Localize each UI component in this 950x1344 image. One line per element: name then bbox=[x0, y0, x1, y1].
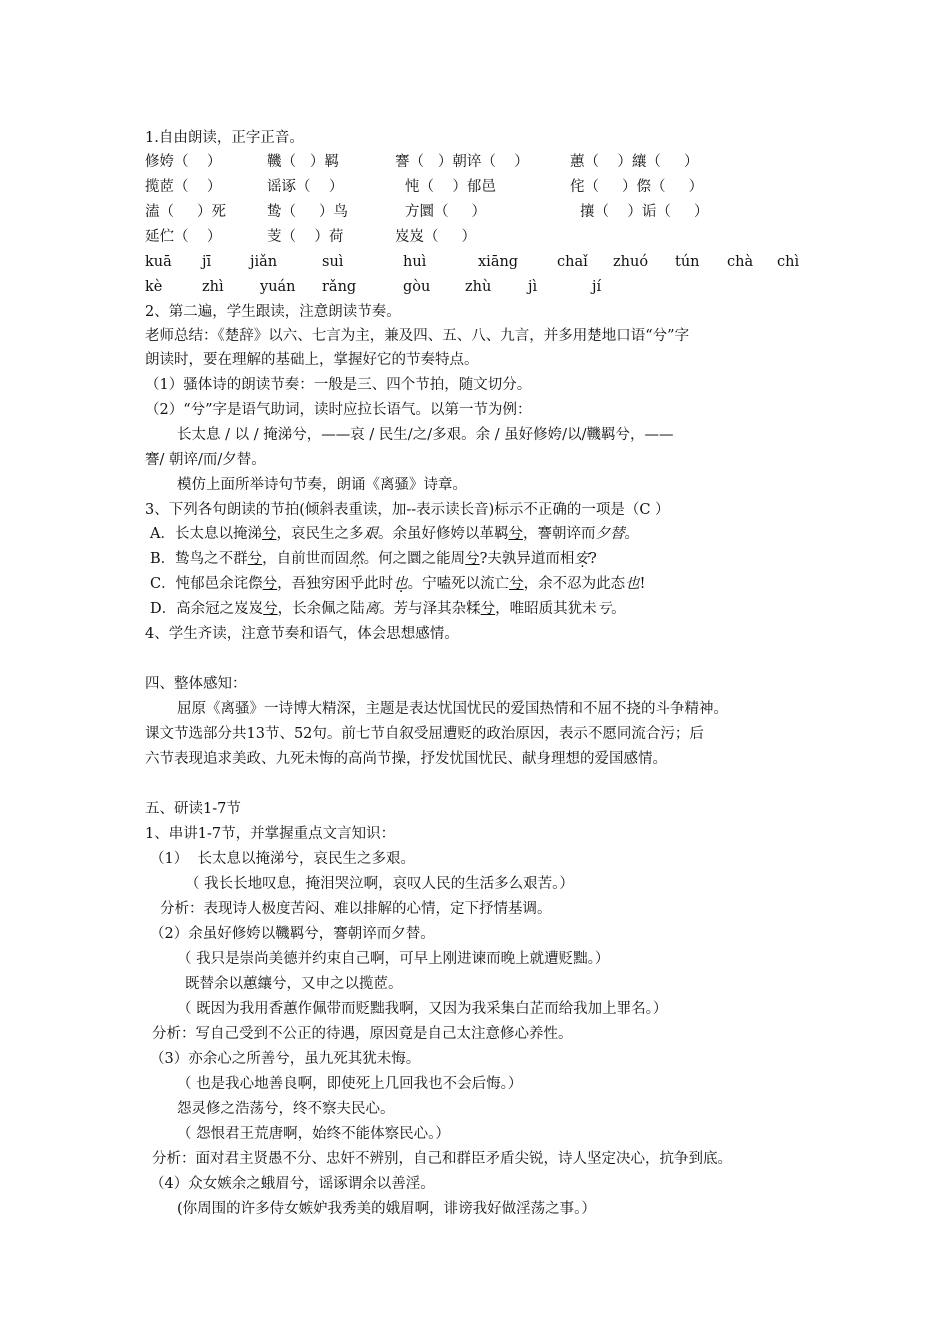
pinyin: jì bbox=[528, 279, 538, 295]
option-d bbox=[150, 599, 626, 621]
option-text: ! bbox=[639, 576, 646, 592]
option-text: ?夫孰异道而相 bbox=[479, 551, 575, 567]
pinyin: chì bbox=[777, 254, 800, 270]
option-c bbox=[150, 574, 645, 596]
option-text: ，謇朝谇而 bbox=[522, 526, 596, 542]
verse-3b-translation: （ 怨恨君王荒唐啊，始终不能体察民心。） bbox=[177, 1126, 450, 1142]
pinyin: jiǎn bbox=[250, 254, 278, 270]
long-sound-mark: 兮 bbox=[261, 526, 277, 542]
char-item: 岌岌（ ） bbox=[395, 229, 477, 245]
section4-heading: 四、整体感知： bbox=[145, 676, 247, 692]
pinyin: kuā bbox=[145, 254, 172, 270]
pinyin: tún bbox=[675, 254, 700, 270]
pinyin: suì bbox=[322, 254, 344, 270]
step4-title: 4、学生齐读，注意节奏和语气，体会思想感情。 bbox=[145, 626, 459, 642]
verse-4: （4）众女嫉余之蛾眉兮，谣诼谓余以善淫。 bbox=[150, 1176, 435, 1192]
char-row-2 bbox=[145, 177, 795, 199]
stress-mark: 然 bbox=[349, 551, 364, 567]
char-item: 修姱（ ） bbox=[145, 154, 222, 170]
char-item: 鞿（ ）羁 bbox=[267, 154, 339, 170]
option-text: 。何之圜之能周 bbox=[363, 551, 466, 567]
long-sound-mark: 兮 bbox=[262, 576, 278, 592]
stress-mark: 艰 bbox=[363, 526, 378, 542]
pinyin-row-2 bbox=[145, 277, 815, 299]
stress-mark: 离 bbox=[364, 601, 380, 617]
option-text: ，自前世而固 bbox=[262, 551, 350, 567]
section5-heading: 五、研读1-7节 bbox=[145, 801, 241, 817]
char-item: 忳（ ）郁邑 bbox=[405, 179, 496, 195]
option-b bbox=[150, 549, 597, 571]
pinyin: rǎng bbox=[322, 279, 357, 295]
pinyin: zhì bbox=[202, 279, 224, 295]
option-text: ，哀民生之多 bbox=[276, 526, 364, 542]
pinyin: jí bbox=[592, 279, 602, 295]
pinyin: xiāng bbox=[478, 254, 519, 270]
imitate-instruction: 模仿上面所举诗句节奏，朗诵《离骚》诗章。 bbox=[177, 477, 467, 493]
option-text: ，余不忍为此态 bbox=[523, 576, 626, 592]
pinyin: gòu bbox=[403, 279, 431, 295]
option-text: D．高余冠之岌岌 bbox=[150, 601, 264, 617]
char-item: 方圜（ ） bbox=[405, 204, 487, 220]
long-sound-mark: 兮 bbox=[465, 551, 480, 567]
stress-mark: 亏 bbox=[596, 601, 612, 617]
char-item: 谣诼（ ） bbox=[267, 179, 344, 195]
section4-line-2: 课文节选部分共13节、52句。前七节自叙受屈遭贬的政治原因，表示不愿同流合污；后 bbox=[145, 726, 704, 742]
option-text: 。 bbox=[624, 526, 639, 542]
char-item: 侘（ ）傺（ ） bbox=[570, 179, 704, 195]
verse-3-translation: （ 也是我心地善良啊，即使死上几回我也不会后悔。） bbox=[177, 1076, 523, 1092]
option-text: 。 bbox=[611, 601, 626, 617]
pinyin: zhù bbox=[465, 279, 492, 295]
pinyin: huì bbox=[403, 254, 427, 270]
option-text: A．长太息以掩涕 bbox=[150, 526, 262, 542]
option-text: ，唯昭质其犹未 bbox=[495, 601, 597, 617]
char-row-3 bbox=[145, 202, 795, 224]
pinyin: jī bbox=[202, 254, 212, 270]
verse-2b: 既替余以蕙纕兮，又申之以揽茝。 bbox=[185, 976, 403, 992]
step2-title: 2、第二遍，学生跟读，注意朗读节奏。 bbox=[145, 304, 401, 320]
option-a bbox=[150, 524, 639, 546]
stress-mark: 也 bbox=[393, 576, 408, 592]
section4-line-1: 屈原《离骚》一诗博大精深，主题是表达忧国忧民的爱国热情和不屈不挠的斗争精神。 bbox=[177, 701, 728, 717]
rhythm-example-1: 长太息 / 以 / 掩涕兮，——哀 / 民生/之/多艰。余 / 虽好修姱/以/鞿羁兮，—— bbox=[177, 427, 674, 443]
long-sound-mark: 兮 bbox=[247, 551, 263, 567]
pinyin: kè bbox=[145, 279, 163, 295]
option-text: 。宁嗑死以流亡 bbox=[407, 576, 510, 592]
char-item: 溘（ ）死 bbox=[145, 204, 227, 220]
option-text: ? bbox=[588, 551, 597, 567]
long-sound-mark: 兮 bbox=[508, 526, 523, 542]
rhythm-example-2: 謇/ 朝谇/而/夕替。 bbox=[145, 452, 266, 468]
verse-2-translation: （ 我只是崇尚美德并约束自己啊，可早上刚进谏而晚上就遭贬黜。） bbox=[177, 951, 610, 967]
option-text: 。余虽好修姱以革羁 bbox=[377, 526, 509, 542]
rhythm-point-2: （2）“兮”字是语气助词，读时应拉长语气。以第一节为例： bbox=[145, 402, 532, 418]
char-item: 攘（ ）诟（ ） bbox=[580, 204, 709, 220]
step1-title: 1.自由朗读，正字正音。 bbox=[145, 130, 304, 146]
verse-1-translation: （ 我长长地叹息，掩泪哭泣啊，哀叹人民的生活多么艰苦。） bbox=[185, 876, 574, 892]
option-text: ，长余佩之陆 bbox=[277, 601, 365, 617]
char-item: 芰（ ）荷 bbox=[267, 229, 344, 245]
char-row-1 bbox=[145, 152, 795, 174]
option-text: 。芳与泽其杂糅 bbox=[379, 601, 481, 617]
pinyin: chà bbox=[727, 254, 754, 270]
stress-mark: 安 bbox=[574, 551, 589, 567]
char-item: 揽茝（ ） bbox=[145, 179, 222, 195]
section4-line-3: 六节表现追求美政、九死未悔的高尚节操，抒发忧国忧民、献身理想的爱国感情。 bbox=[145, 751, 667, 767]
verse-4-translation: (你周围的许多侍女嫉妒我秀美的娥眉啊，诽谤我好做淫荡之事。） bbox=[177, 1201, 596, 1217]
step3-question: 3、下列各句朗读的节拍(倾斜表重读，加--表示读长音)标示不正确的一项是（C ） bbox=[145, 502, 670, 518]
verse-2b-translation: （ 既因为我用香蕙作佩带而贬黜我啊，又因为我采集白芷而给我加上罪名。） bbox=[177, 1001, 668, 1017]
rhythm-point-1: （1）骚体诗的朗读节奏：一般是三、四个节拍，随文切分。 bbox=[145, 377, 532, 393]
char-item: 延伫（ ） bbox=[145, 229, 222, 245]
pinyin: chaǐ bbox=[557, 254, 588, 270]
option-text: B．鸷鸟之不群 bbox=[150, 551, 248, 567]
long-sound-mark: 兮 bbox=[509, 576, 524, 592]
pinyin-row-1 bbox=[145, 252, 815, 274]
teacher-summary-2: 朗读时，要在理解的基础上，掌握好它的节奏特点。 bbox=[145, 352, 479, 368]
section5-subheading: 1、串讲1-7节，并掌握重点文言知识： bbox=[145, 826, 396, 842]
option-text: C．忳郁邑余诧傺 bbox=[150, 576, 263, 592]
teacher-summary-1: 老师总结：《楚辞》以六、七言为主，兼及四、五、八、九言，并多用楚地口语“兮”字 bbox=[145, 328, 690, 344]
verse-1: （1） 长太息以掩涕兮，哀民生之多艰。 bbox=[150, 851, 415, 867]
verse-3-analysis: 分析：面对君主贤愚不分、忠奸不辨别，自己和群臣矛盾尖锐，诗人坚定决心，抗争到底。 bbox=[152, 1151, 732, 1167]
verse-1-analysis: 分析：表现诗人极度苦闷、难以排解的心情，定下抒情基调。 bbox=[160, 901, 552, 917]
char-row-4 bbox=[145, 227, 795, 249]
verse-2-analysis: 分析：写自己受到不公正的待遇，原因竟是自己太注意修心养性。 bbox=[152, 1026, 573, 1042]
long-sound-mark: 兮 bbox=[263, 601, 278, 617]
stress-mark: 也 bbox=[625, 576, 640, 592]
stress-mark: 夕替 bbox=[595, 526, 625, 542]
char-item: 謇（ ）朝谇（ ） bbox=[395, 154, 529, 170]
long-sound-mark: 兮 bbox=[480, 601, 496, 617]
char-item: 鸷（ ）鸟 bbox=[267, 204, 349, 220]
pinyin: yuán bbox=[260, 279, 296, 295]
verse-2: （2）余虽好修姱以鞿羁兮，謇朝谇而夕替。 bbox=[150, 926, 435, 942]
verse-3b: 怨灵修之浩荡兮，终不察夫民心。 bbox=[177, 1101, 395, 1117]
option-text: ，吾独穷困乎此时 bbox=[277, 576, 394, 592]
pinyin: zhuó bbox=[613, 254, 649, 270]
verse-3: （3）亦余心之所善兮，虽九死其犹未悔。 bbox=[150, 1051, 421, 1067]
char-item: 蕙（ ）纕（ ） bbox=[570, 154, 699, 170]
